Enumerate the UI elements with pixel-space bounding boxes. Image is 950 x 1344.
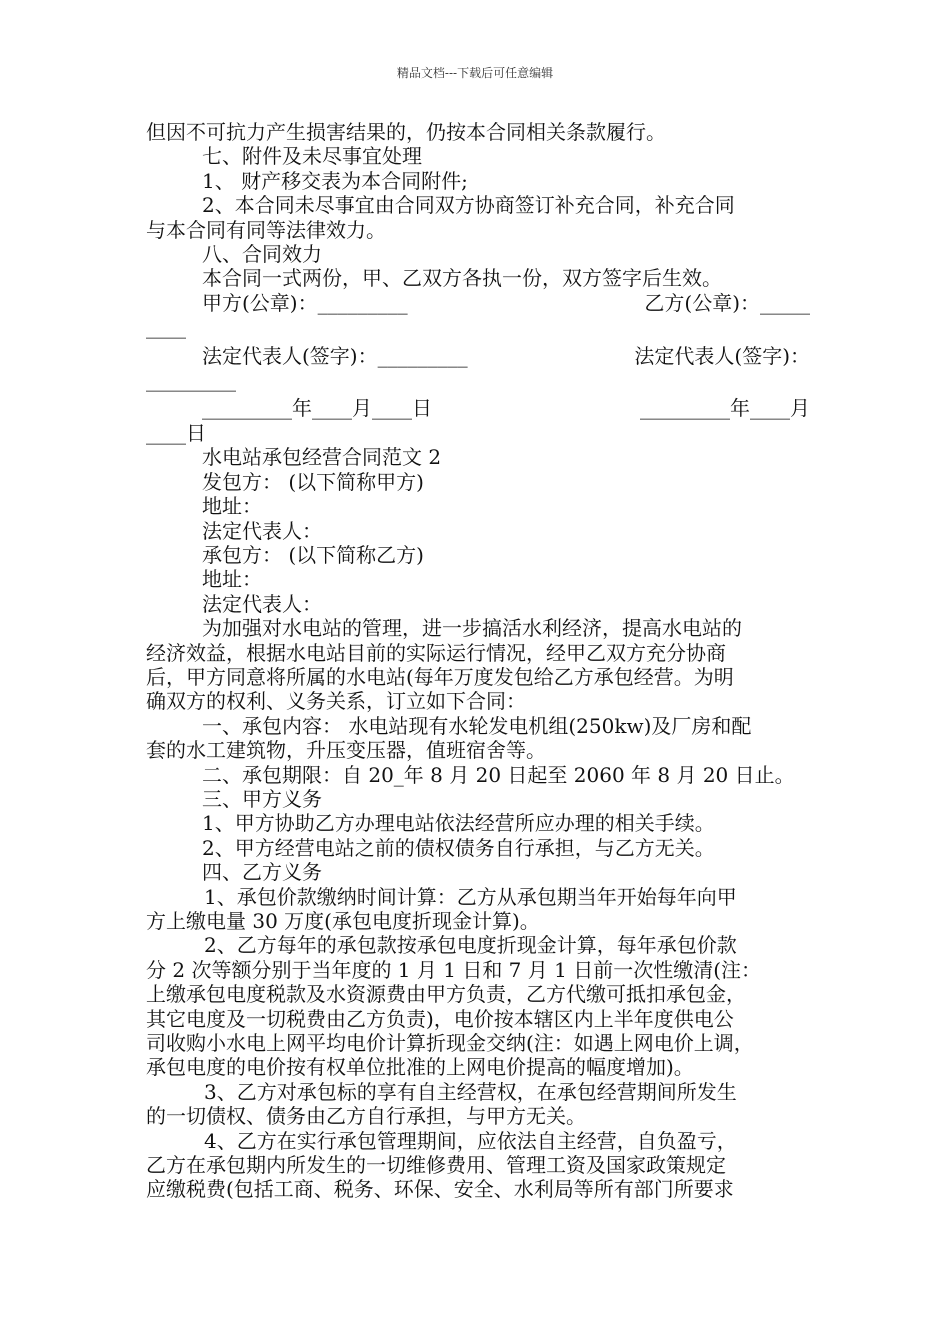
signature-row-representative: [146, 344, 810, 368]
party-b-seal: 乙方(公章)：_____: [644, 290, 810, 315]
text-line: 二、承包期限：自 20_年 8 月 20 日起至 2060 年 8 月 20 日止。: [202, 762, 795, 787]
text-line: 但因不可抗力产生损害结果的，仍按本合同相关条款履行。: [146, 120, 666, 144]
document-body: [146, 120, 810, 1202]
text-line: 方上缴电量 30 万度(承包电度折现金计算)。: [146, 909, 540, 933]
text-line: 2、本合同未尽事宜由合同双方协商签订补充合同，补充合同: [202, 193, 735, 218]
signature-row-seal: [146, 291, 810, 315]
text-line: 后，甲方同意将所属的水电站(每年万度发包给乙方承包经营。为明: [146, 664, 734, 689]
section-heading: 七、附件及未尽事宜处理: [202, 144, 422, 169]
text-line: 分 2 次等额分别于当年度的 1 月 1 日和 7 月 1 日前一次性缴清(注：: [146, 957, 761, 982]
text-line: 法定代表人：: [202, 518, 322, 543]
text-line: 上缴承包电度税款及水资源费由甲方负责，乙方代缴可抵扣承包金，: [146, 982, 746, 1007]
text-line: 2、甲方经营电站之前的债权债务自行承担，与乙方无关。: [202, 835, 715, 860]
text-line: 乙方在承包期内所发生的一切维修费用、管理工资及国家政策规定: [146, 1153, 726, 1178]
party-a-seal: 甲方(公章)：_________: [202, 290, 408, 315]
text-line: 3、乙方对承包标的享有自主经营权，在承包经营期间所发生: [204, 1079, 737, 1104]
text-line: 1、甲方协助乙方办理电站依法经营所应办理的相关手续。: [202, 811, 715, 836]
text-line: 1、 财产移交表为本合同附件;: [202, 168, 468, 193]
text-line: _________: [146, 368, 236, 393]
text-line: 法定代表人：: [202, 591, 322, 616]
party-a-date: _________年____月____日: [202, 396, 432, 421]
text-line: 为加强对水电站的管理，进一步搞活水利经济，提高水电站的: [202, 616, 742, 641]
text-line: 发包方： (以下简称甲方): [202, 469, 424, 494]
text-line: 1、承包价款缴纳时间计算：乙方从承包期当年开始每年向甲: [204, 884, 737, 909]
section-heading: 四、乙方义务: [202, 860, 322, 885]
party-b-representative: 法定代表人(签字)：: [634, 343, 810, 368]
text-line: 司收购小水电上网平均电价计算折现金交纳(注：如遇上网电价上调，: [146, 1031, 754, 1056]
text-line: 承包方： (以下简称乙方): [202, 542, 424, 567]
signature-row-date: [146, 396, 810, 420]
page-header: 精品文档---下载后可任意编辑: [396, 66, 554, 80]
text-line: ____日: [146, 420, 206, 445]
text-line: 经济效益，根据水电站目前的实际运行情况，经甲乙双方充分协商: [146, 640, 726, 665]
text-line: 地址：: [202, 494, 262, 519]
text-line: ____: [146, 315, 186, 340]
text-line: 承包电度的电价按有权单位批准的上网电价提高的幅度增加)。: [146, 1055, 694, 1080]
party-a-representative: 法定代表人(签字)：_________: [202, 343, 468, 368]
text-line: 一、承包内容： 水电站现有水轮发电机组(250kw)及厂房和配: [202, 713, 752, 738]
text-line: 的一切债权、债务由乙方自行承担，与甲方无关。: [146, 1104, 586, 1129]
text-line: 应缴税费(包括工商、税务、环保、安全、水利局等所有部门所要求: [146, 1177, 734, 1202]
text-line: 2、乙方每年的承包款按承包电度折现金计算，每年承包价款: [204, 933, 737, 958]
contract-title: 水电站承包经营合同范文 2: [202, 445, 442, 470]
section-heading: 三、甲方义务: [202, 786, 322, 811]
text-line: 确双方的权利、义务关系，订立如下合同：: [146, 689, 526, 714]
text-line: 本合同一式两份，甲、乙双方各执一份，双方签字后生效。: [202, 266, 722, 291]
party-b-date: _________年____月: [640, 396, 810, 421]
text-line: 套的水工建筑物，升压变压器，值班宿舍等。: [146, 738, 546, 763]
text-line: 与本合同有同等法律效力。: [146, 217, 386, 242]
text-line: 其它电度及一切税费由乙方负责)，电价按本辖区内上半年度供电公: [146, 1006, 734, 1031]
text-line: 地址：: [202, 567, 262, 592]
text-line: 4、乙方在实行承包管理期间，应依法自主经营，自负盈亏，: [204, 1128, 737, 1153]
section-heading: 八、合同效力: [202, 242, 322, 267]
